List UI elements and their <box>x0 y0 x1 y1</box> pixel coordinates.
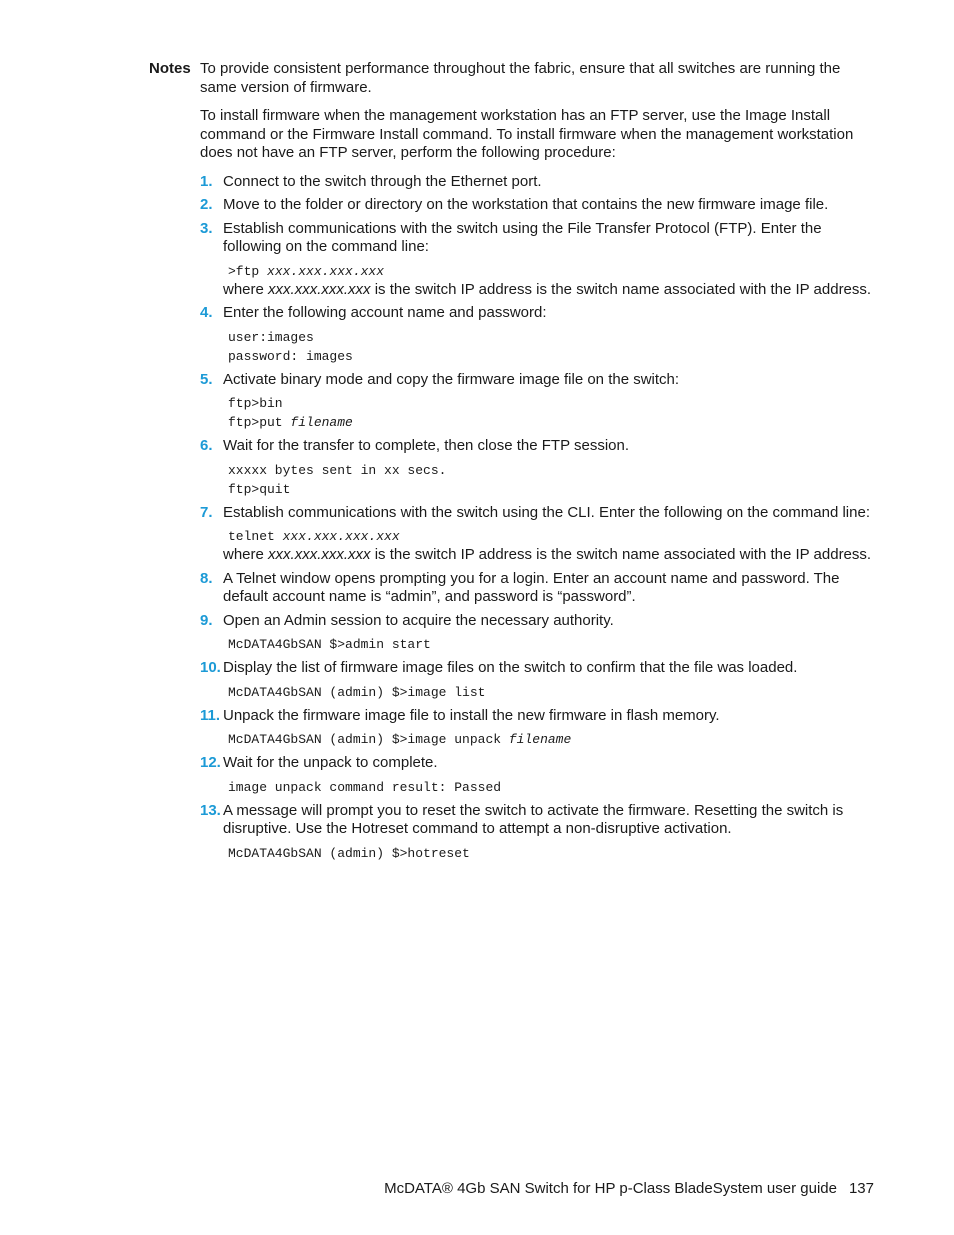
step-item <box>200 570 872 607</box>
step-number: 3. <box>200 219 213 237</box>
step-item <box>200 504 872 565</box>
step-item <box>200 659 872 702</box>
code-line: McDATA4GbSAN (admin) $>hotreset <box>228 845 470 861</box>
step-text: Enter the following account name and password: <box>223 304 547 321</box>
step-item <box>200 304 872 366</box>
code-block <box>228 635 872 654</box>
code-block <box>228 461 872 499</box>
step-item <box>200 754 872 797</box>
where-suffix: is the switch IP address is the switch name associated with the IP address. <box>370 280 872 298</box>
where-placeholder: xxx.xxx.xxx.xxx <box>268 546 371 563</box>
code-line: user:images <box>228 329 314 345</box>
step-text: A message will prompt you to reset the switch to activate the firmware. Resetting the switch is disruptive. Use the Hotreset command to attempt a non-disruptive activation. <box>223 801 844 837</box>
code-line <box>228 262 872 281</box>
notes-body <box>200 60 872 868</box>
step-number: 11. <box>200 706 221 724</box>
where-placeholder: xxx.xxx.xxx.xxx <box>268 280 371 298</box>
step-number: 1. <box>200 172 213 190</box>
step-item <box>200 802 872 863</box>
code-line: xxxxx bytes sent in xx secs. <box>228 462 447 478</box>
code-block <box>228 394 872 432</box>
where-prefix: where <box>223 280 269 298</box>
intro-paragraph: To provide consistent performance throughout the fabric, ensure that all switches are running the same version of firmware. <box>200 60 841 96</box>
step-text: Connect to the switch through the Ethernet port. <box>223 172 542 190</box>
step-item <box>200 437 872 499</box>
step-number: 10. <box>200 659 221 676</box>
where-suffix: is the switch IP address is the switch name associated with the IP address. <box>370 546 872 563</box>
step-item <box>200 371 872 433</box>
code-text: ftp>put <box>228 415 291 430</box>
step-text: Unpack the firmware image file to install the new firmware in flash memory. <box>223 706 720 724</box>
code-text: McDATA4GbSAN (admin) $>image unpack <box>228 732 509 747</box>
step-number: 6. <box>200 437 213 454</box>
code-text: telnet <box>228 529 283 544</box>
step-item <box>200 220 872 300</box>
code-line: McDATA4GbSAN (admin) $>image list <box>228 684 486 700</box>
step-item <box>200 173 872 192</box>
step-text: Open an Admin session to acquire the necessary authority. <box>223 611 614 629</box>
where-note <box>223 546 872 565</box>
where-note <box>223 281 872 300</box>
step-text: A Telnet window opens prompting you for a login. Enter an account name and password. The default account name is “admin”, and password is “password”. <box>223 569 840 605</box>
code-line <box>228 413 872 432</box>
step-text: Move to the folder or directory on the workstation that contains the new firmware image file. <box>223 196 829 213</box>
code-block <box>228 778 872 797</box>
code-placeholder: xxx.xxx.xxx.xxx <box>282 529 400 544</box>
step-number: 7. <box>200 503 213 521</box>
footer-title: McDATA® 4Gb SAN Switch for HP p-Class BladeSystem user guide <box>384 1180 837 1197</box>
page-number: 137 <box>848 1180 874 1197</box>
code-line: McDATA4GbSAN $>admin start <box>228 637 431 652</box>
step-number: 9. <box>200 611 213 629</box>
code-line <box>228 730 872 749</box>
code-block <box>228 844 872 863</box>
step-item <box>200 196 872 215</box>
page-footer <box>384 1180 874 1197</box>
step-number: 8. <box>200 569 213 587</box>
where-prefix: where <box>223 546 269 563</box>
step-text: Wait for the unpack to complete. <box>223 754 438 771</box>
code-placeholder: xxx.xxx.xxx.xxx <box>267 263 385 279</box>
step-number: 2. <box>200 196 213 213</box>
step-text: Wait for the transfer to complete, then close the FTP session. <box>223 437 630 454</box>
step-number: 4. <box>200 304 213 321</box>
step-item <box>200 707 872 750</box>
code-line <box>228 527 872 546</box>
step-item <box>200 612 872 655</box>
code-text: >ftp <box>228 263 268 279</box>
step-text: Establish communications with the switch using the File Transfer Protocol (FTP). Enter the following on the command line: <box>223 219 822 255</box>
step-number: 12. <box>200 754 221 771</box>
code-line: ftp>quit <box>228 481 291 497</box>
step-number: 13. <box>200 801 221 819</box>
code-block <box>228 683 872 702</box>
step-text: Activate binary mode and copy the firmware image file on the switch: <box>223 370 680 388</box>
code-line: image unpack command result: Passed <box>228 779 502 795</box>
procedure-steps <box>200 173 872 863</box>
code-line: ftp>bin <box>228 396 283 411</box>
notes-label: Notes <box>149 60 191 77</box>
code-line: password: images <box>228 348 353 364</box>
code-block <box>228 328 872 366</box>
code-placeholder: filename <box>290 415 353 430</box>
code-placeholder: filename <box>508 732 572 747</box>
intro-paragraph: To install firmware when the management workstation has an FTP server, use the Image Install command or the Firmware Install command. To install firmware when the management workstation does not have an FTP server, perform the following procedure: <box>200 107 854 161</box>
step-text: Display the list of firmware image files on the switch to confirm that the file was loaded. <box>223 659 798 676</box>
step-text: Establish communications with the switch using the CLI. Enter the following on the command line: <box>223 503 870 521</box>
step-number: 5. <box>200 370 213 388</box>
